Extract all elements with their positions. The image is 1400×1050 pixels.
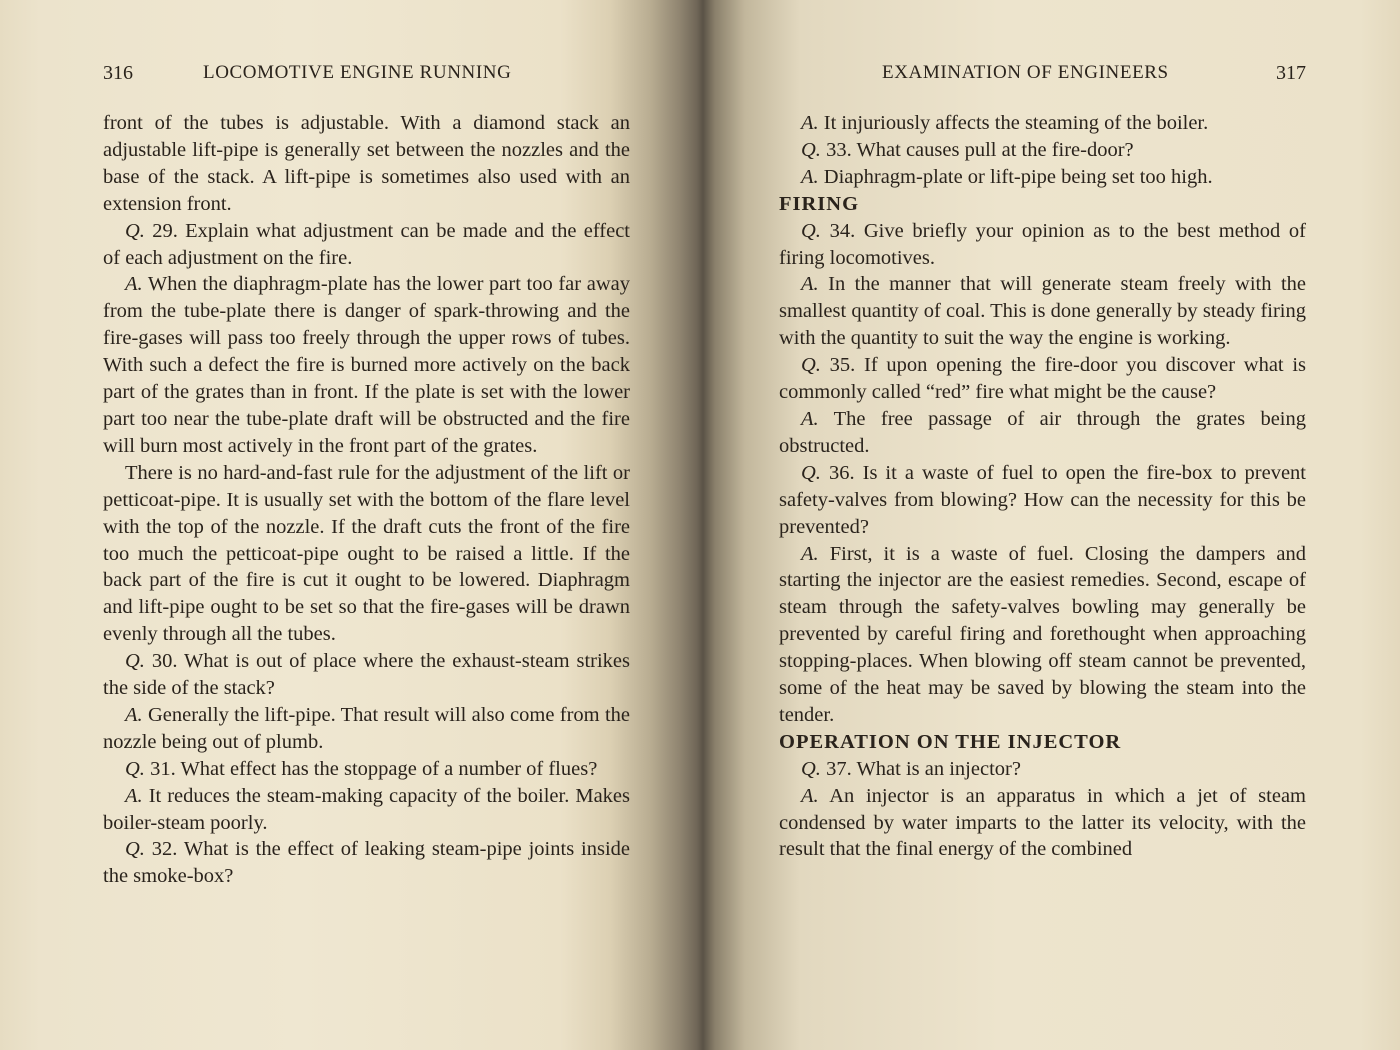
- question: Q. 34. Give briefly your opinion as to the best method of firing locomotives.: [779, 219, 1307, 269]
- right-page: [779, 0, 1306, 1050]
- section-heading-injector: OPERATION ON THE INJECTOR: [779, 730, 1122, 753]
- right-running-title: EXAMINATION OF ENGINEERS: [882, 62, 1169, 83]
- left-running-head: [103, 62, 630, 88]
- question: Q. 37. What is an injector?: [801, 757, 1021, 780]
- left-running-title: LOCOMOTIVE ENGINE RUNNING: [203, 62, 512, 83]
- answer: A. It injuriously affects the steaming of the boiler.: [801, 112, 1209, 134]
- paragraph: There is no hard-and-fast rule for the adjustment of the lift or petticoat-pipe. It is usually set with the bottom of the flare level with the top of the nozzle. If the draft cuts the front of the fire too much the petticoat-pipe ought to be raised a little. If the back part of the fire is cut it ought to be lowered. Diaphragm and lift-pipe ought to be set so that the fire-gases will be drawn evenly through all the tubes.: [103, 461, 630, 646]
- right-running-head: [779, 62, 1306, 88]
- question: Q. 30. What is out of place where the exhaust-steam strikes the side of the stack?: [103, 650, 631, 700]
- question: Q. 36. Is it a waste of fuel to open the fire-box to prevent safety-valves from blowing? How can the necessity for this be prevented?: [779, 461, 1307, 538]
- answer: A. First, it is a waste of fuel. Closing the dampers and starting the injector are the easiest remedies. Second, escape of steam through the safety-valves bowling may generally be prevented by careful firing and forethought when approaching stopping-places. When blowing off steam cannot be prevented, some of the heat may be saved by blowing the steam into the tender.: [779, 542, 1306, 726]
- answer: A. Diaphragm-plate or lift-pipe being set too high.: [801, 165, 1213, 188]
- answer: A. An injector is an apparatus in which a jet of steam condensed by water imparts to the latter its velocity, with the result that the final energy of the combined: [779, 784, 1306, 861]
- left-page-number: 316: [103, 62, 133, 84]
- section-heading-firing: FIRING: [779, 192, 860, 215]
- question: Q. 35. If upon opening the fire-door you discover what is commonly called “red” fire what might be the cause?: [779, 354, 1306, 404]
- question: Q. 33. What causes pull at the fire-door?: [801, 138, 1134, 161]
- right-page-number: 317: [1276, 62, 1306, 84]
- answer: A. When the diaphragm-plate has the lower part too far away from the tube-plate there is danger of spark-throwing and the fire-gases will pass too freely through the upper rows of tubes. With such a defect the fire is burned more actively on the back part of the grates than in front. If the plate is set with the lower part too near the tube-plate draft will be obstructed and the fire will burn most actively in the front part of the grates.: [103, 273, 630, 457]
- paragraph: front of the tubes is adjustable. With a diamond stack an adjustable lift-pipe is generally set between the nozzles and the base of the stack. A lift-pipe is sometimes also used with an extension front.: [103, 112, 630, 215]
- question: Q. 29. Explain what adjustment can be made and the effect of each adjustment on the fire.: [103, 219, 630, 269]
- question: Q. 31. What effect has the stoppage of a number of flues?: [125, 757, 598, 780]
- right-page-body: [779, 110, 1306, 863]
- left-page: [103, 0, 630, 1050]
- left-page-body: [103, 110, 630, 890]
- answer: A. It reduces the steam-making capacity of the boiler. Makes boiler-steam poorly.: [103, 784, 630, 834]
- question: Q. 32. What is the effect of leaking steam-pipe joints inside the smoke-box?: [103, 838, 631, 888]
- answer: A. Generally the lift-pipe. That result will also come from the nozzle being out of plumb.: [103, 703, 631, 753]
- answer: A. In the manner that will generate steam freely with the smallest quantity of coal. This is done generally by steady firing with the quantity to suit the way the engine is working.: [779, 273, 1307, 350]
- answer: A. The free passage of air through the grates being obstructed.: [779, 407, 1306, 457]
